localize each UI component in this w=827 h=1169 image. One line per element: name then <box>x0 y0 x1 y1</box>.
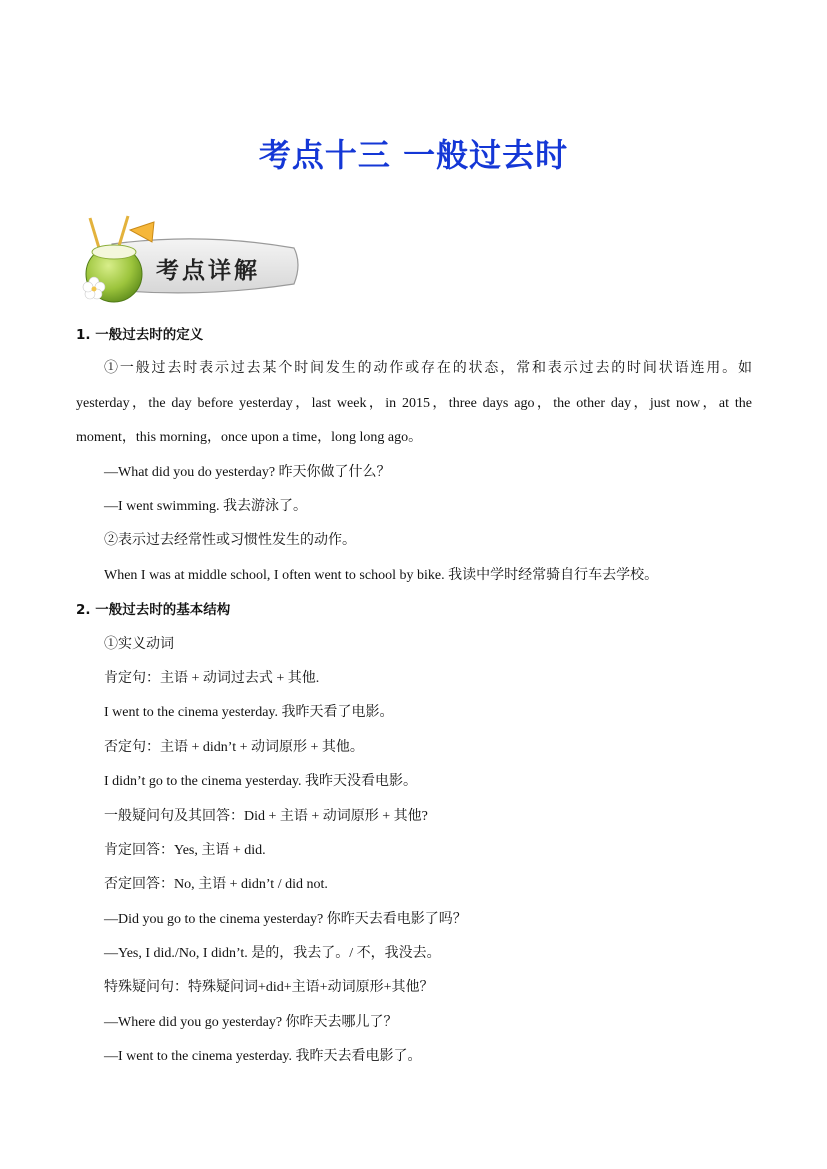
example-line: When I was at middle school, I often went to school by bike. 我读中学时经常骑自行车去学校。 <box>104 567 659 583</box>
structure-line: 肯定回答：Yes, 主语 + did. <box>104 842 266 858</box>
structure-line: 一般疑问句及其回答：Did + 主语 + 动词原形 + 其他? <box>104 808 428 824</box>
paragraph-line: yesterday，the day before yesterday，last week，in 2015，three days ago，the other day，just now，at the <box>76 395 752 411</box>
structure-line: 否定句：主语 + didn’t + 动词原形 + 其他。 <box>104 739 364 755</box>
example-line: I didn’t go to the cinema yesterday. 我昨天没看电影。 <box>104 774 417 790</box>
section-heading: 2. 一般过去时的基本结构 <box>76 602 231 619</box>
example-line: I went to the cinema yesterday. 我昨天看了电影。 <box>104 705 394 721</box>
paragraph-line: moment，this morning，once upon a time，long long ago。 <box>76 430 423 446</box>
example-line: —What did you do yesterday? 昨天你做了什么？ <box>104 464 391 480</box>
structure-line: 特殊疑问句：特殊疑问词+did+主语+动词原形+其他？ <box>104 980 434 996</box>
subheading: ①实义动词 <box>104 636 174 652</box>
section-heading: 1. 一般过去时的定义 <box>76 327 204 343</box>
structure-line: 否定回答：No, 主语 + didn’t / did not. <box>104 877 328 893</box>
example-line: —I went to the cinema yesterday. 我昨天去看电影了。 <box>104 1049 422 1065</box>
structure-line: 肯定句：主语 + 动词过去式 + 其他. <box>104 670 320 686</box>
content-body <box>76 318 752 1075</box>
page-title: 考点十三 一般过去时 <box>258 136 569 174</box>
example-line: —Yes, I did./No, I didn’t. 是的，我去了。/ 不，我没去。 <box>104 946 441 962</box>
example-line: —I went swimming. 我去游泳了。 <box>104 499 307 514</box>
example-line: —Did you go to the cinema yesterday? 你昨天去看电影了吗？ <box>104 911 467 927</box>
section-badge-label: 考点详解 <box>156 257 260 284</box>
paragraph-line: ②表示过去经常性或习惯性发生的动作。 <box>104 533 356 549</box>
paragraph-line: ①一般过去时表示过去某个时间发生的动作或存在的状态，常和表示过去的时间状语连用。如 <box>104 361 752 377</box>
example-line: —Where did you go yesterday? 你昨天去哪儿了？ <box>104 1014 398 1030</box>
